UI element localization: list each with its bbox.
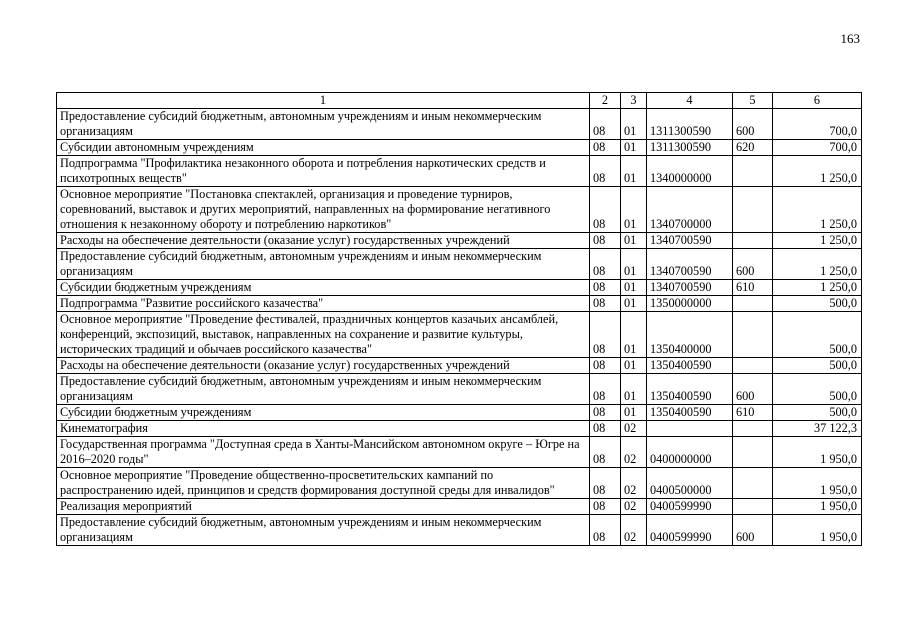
row-expense-cell [733,187,773,233]
table-row [57,280,862,296]
row-expense-cell [733,156,773,187]
row-name-cell: Основное мероприятие "Проведение фестивалей, праздничных концертов казачьих ансамблей, конференций, экспозиций, выставок, направленных на сохранение и развитие культуры, исторических традиций и обычаев российского казачества" [57,312,590,358]
row-amount-cell: 1 250,0 [773,280,862,296]
table-row [57,187,862,233]
row-expense-cell [733,312,773,358]
row-subsection-cell: 02 [621,468,647,499]
row-section-cell: 08 [590,468,621,499]
row-amount-cell: 1 250,0 [773,156,862,187]
row-section-cell: 08 [590,109,621,140]
row-expense-cell [733,233,773,249]
row-amount-cell: 700,0 [773,140,862,156]
row-name-cell: Кинематография [57,421,590,437]
row-name-cell: Субсидии бюджетным учреждениям [57,405,590,421]
row-name-cell: Субсидии бюджетным учреждениям [57,280,590,296]
row-name-cell: Предоставление субсидий бюджетным, автономным учреждениям и иным некоммерческим организациям [57,249,590,280]
row-amount-cell: 500,0 [773,405,862,421]
row-expense-cell [733,499,773,515]
row-target-cell: 0400000000 [647,437,733,468]
row-section-cell: 08 [590,499,621,515]
row-name-cell: Государственная программа "Доступная среда в Ханты-Мансийском автономном округе – Югре на 2016–2020 годы" [57,437,590,468]
header-col-4: 4 [647,93,733,109]
row-section-cell: 08 [590,187,621,233]
row-name-cell: Предоставление субсидий бюджетным, автономным учреждениям и иным некоммерческим организациям [57,109,590,140]
table-row [57,421,862,437]
table-row [57,312,862,358]
row-section-cell: 08 [590,312,621,358]
row-amount-cell: 37 122,3 [773,421,862,437]
row-target-cell: 1350400590 [647,374,733,405]
row-expense-cell [733,421,773,437]
table-row [57,140,862,156]
row-expense-cell [733,468,773,499]
row-target-cell: 0400500000 [647,468,733,499]
row-section-cell: 08 [590,358,621,374]
header-col-1: 1 [57,93,590,109]
row-amount-cell: 1 950,0 [773,437,862,468]
row-subsection-cell: 01 [621,405,647,421]
header-col-5: 5 [733,93,773,109]
row-amount-cell: 500,0 [773,296,862,312]
row-expense-cell: 600 [733,515,773,546]
table-row [57,233,862,249]
row-section-cell: 08 [590,374,621,405]
table-row [57,109,862,140]
table-row [57,358,862,374]
table-row [57,374,862,405]
row-target-cell: 1340000000 [647,156,733,187]
row-section-cell: 08 [590,233,621,249]
row-name-cell: Субсидии автономным учреждениям [57,140,590,156]
row-target-cell: 1340700590 [647,233,733,249]
row-amount-cell: 500,0 [773,374,862,405]
row-expense-cell: 620 [733,140,773,156]
row-target-cell: 1311300590 [647,140,733,156]
row-section-cell: 08 [590,421,621,437]
row-subsection-cell: 01 [621,280,647,296]
row-subsection-cell: 01 [621,296,647,312]
row-name-cell: Реализация мероприятий [57,499,590,515]
row-subsection-cell: 01 [621,374,647,405]
row-subsection-cell: 02 [621,515,647,546]
row-section-cell: 08 [590,405,621,421]
row-name-cell: Основное мероприятие "Постановка спектаклей, организация и проведение турниров, соревнований, выставок и других мероприятий, направленных на формирование негативного отношения к незаконному обороту и потреблению наркотиков" [57,187,590,233]
row-section-cell: 08 [590,515,621,546]
row-name-cell: Основное мероприятие "Проведение общественно-просветительских кампаний по распространению идей, принципов и средств формирования доступной среды для инвалидов" [57,468,590,499]
row-amount-cell: 700,0 [773,109,862,140]
row-target-cell: 0400599990 [647,515,733,546]
row-amount-cell: 500,0 [773,358,862,374]
header-col-3: 3 [621,93,647,109]
row-subsection-cell: 02 [621,437,647,468]
row-target-cell: 1311300590 [647,109,733,140]
row-expense-cell: 610 [733,405,773,421]
table-body [57,109,862,546]
header-col-6: 6 [773,93,862,109]
row-target-cell: 1340700590 [647,249,733,280]
row-amount-cell: 1 950,0 [773,515,862,546]
row-subsection-cell: 01 [621,187,647,233]
header-row [57,93,862,109]
row-subsection-cell: 02 [621,421,647,437]
table-row [57,437,862,468]
page-number: 163 [840,31,860,46]
row-target-cell: 1340700590 [647,280,733,296]
table-header [57,93,862,109]
row-name-cell: Предоставление субсидий бюджетным, автономным учреждениям и иным некоммерческим организациям [57,515,590,546]
row-amount-cell: 1 250,0 [773,249,862,280]
row-target-cell: 1350400590 [647,358,733,374]
row-subsection-cell: 01 [621,249,647,280]
row-subsection-cell: 01 [621,358,647,374]
budget-table [56,92,862,546]
row-subsection-cell: 01 [621,312,647,358]
row-section-cell: 08 [590,156,621,187]
row-amount-cell: 1 950,0 [773,468,862,499]
table-row [57,249,862,280]
row-amount-cell: 1 250,0 [773,233,862,249]
row-amount-cell: 1 950,0 [773,499,862,515]
table-row [57,468,862,499]
row-expense-cell: 600 [733,249,773,280]
row-expense-cell: 610 [733,280,773,296]
row-target-cell [647,421,733,437]
row-expense-cell: 600 [733,109,773,140]
row-subsection-cell: 01 [621,109,647,140]
row-section-cell: 08 [590,280,621,296]
header-col-2: 2 [590,93,621,109]
row-name-cell: Расходы на обеспечение деятельности (оказание услуг) государственных учреждений [57,233,590,249]
table-row [57,156,862,187]
row-target-cell: 1350400000 [647,312,733,358]
row-amount-cell: 1 250,0 [773,187,862,233]
row-target-cell: 1350000000 [647,296,733,312]
row-expense-cell: 600 [733,374,773,405]
row-expense-cell [733,358,773,374]
row-expense-cell [733,296,773,312]
row-name-cell: Подпрограмма "Развитие российского казачества" [57,296,590,312]
row-section-cell: 08 [590,249,621,280]
row-section-cell: 08 [590,140,621,156]
row-section-cell: 08 [590,296,621,312]
row-target-cell: 0400599990 [647,499,733,515]
table-row [57,405,862,421]
row-expense-cell [733,437,773,468]
row-section-cell: 08 [590,437,621,468]
row-target-cell: 1350400590 [647,405,733,421]
table-row [57,499,862,515]
row-subsection-cell: 02 [621,499,647,515]
row-target-cell: 1340700000 [647,187,733,233]
row-name-cell: Подпрограмма "Профилактика незаконного оборота и потребления наркотических средств и психотропных веществ" [57,156,590,187]
row-subsection-cell: 01 [621,156,647,187]
table-row [57,515,862,546]
row-subsection-cell: 01 [621,233,647,249]
row-name-cell: Расходы на обеспечение деятельности (оказание услуг) государственных учреждений [57,358,590,374]
row-name-cell: Предоставление субсидий бюджетным, автономным учреждениям и иным некоммерческим организациям [57,374,590,405]
row-subsection-cell: 01 [621,140,647,156]
row-amount-cell: 500,0 [773,312,862,358]
table-row [57,296,862,312]
